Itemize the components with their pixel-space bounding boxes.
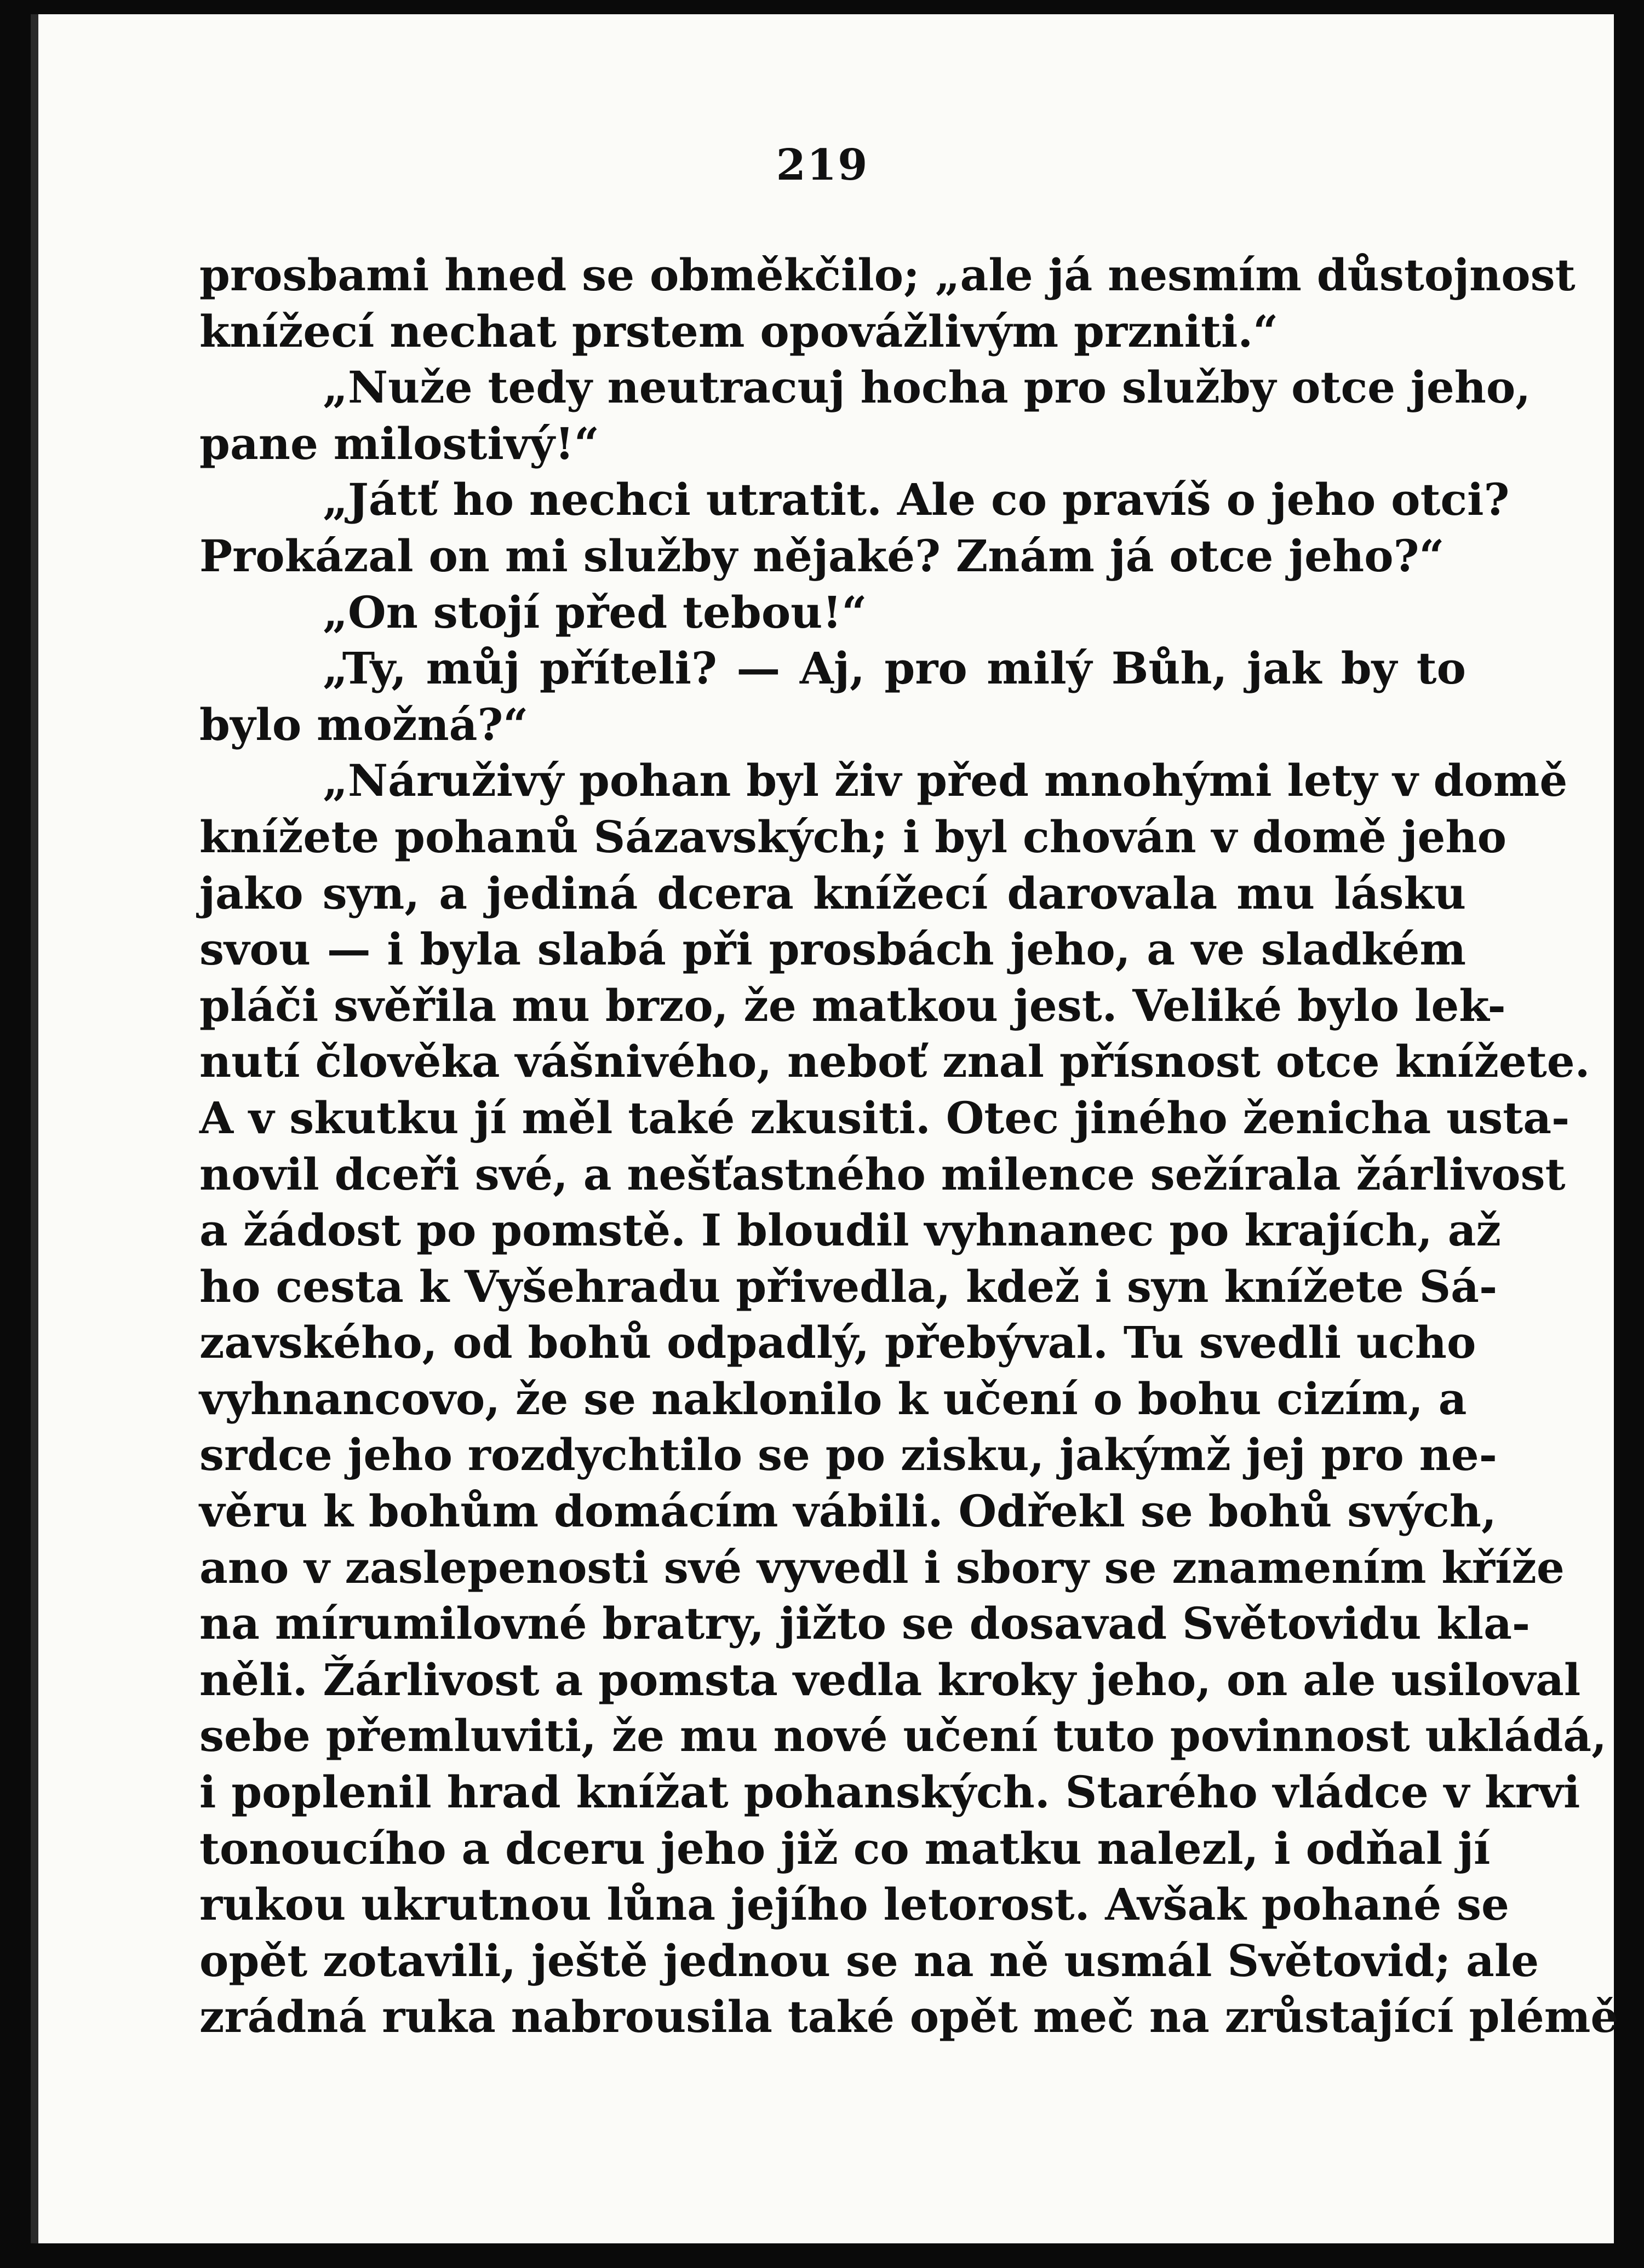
text-line: rukou ukrutnou lůna jejího letorost. Avšak pohané se bbox=[199, 1879, 1509, 1931]
text-line: ho cesta k Vyšehradu přivedla, kdež i syn knížete Sá- bbox=[199, 1260, 1498, 1312]
text-line: „Náruživý pohan byl živ před mnohými lety v domě bbox=[323, 755, 1568, 807]
text-line: srdce jeho rozdychtilo se po zisku, jakýmž jej pro ne- bbox=[199, 1429, 1497, 1481]
text-line: a žádost po pomstě. I bloudil vyhnanec po krajích, až bbox=[199, 1204, 1501, 1256]
text-line: i poplenil hrad knížat pohanských. Starého vládce v krvi bbox=[199, 1766, 1580, 1818]
text-line: „Játť ho nechci utratit. Ale co pravíš o jeho otci? bbox=[323, 474, 1510, 526]
text-line: novil dceři své, a nešťastného milence sežírala žárlivost bbox=[199, 1148, 1566, 1200]
text-line: na mírumilovné bratry, jižto se dosavad Světovidu kla- bbox=[199, 1598, 1531, 1650]
page-edge-shadow bbox=[31, 14, 38, 2243]
text-line: „Nuže tedy neutracuj hocha pro služby otce jeho, bbox=[323, 361, 1531, 414]
text-line: A v skutku jí měl také zkusiti. Otec jiného ženicha usta- bbox=[199, 1092, 1570, 1144]
text-line: „On stojí před tebou!“ bbox=[323, 586, 867, 638]
text-line: ano v zaslepenosti své vyvedl i sbory se znamením kříže bbox=[199, 1541, 1565, 1593]
text-line: pláči svěřila mu brzo, že matkou jest. Veliké bylo lek- bbox=[199, 979, 1506, 1031]
text-line: věru k bohům domácím vábili. Odřekl se bohů svých, bbox=[199, 1485, 1497, 1537]
text-line: knížecí nechat prstem opovážlivým przniti.“ bbox=[199, 305, 1279, 357]
text-line: zavského, od bohů odpadlý, přebýval. Tu svedli ucho bbox=[199, 1317, 1476, 1369]
text-line: jako syn, a jediná dcera knížecí darovala mu lásku bbox=[199, 867, 1466, 919]
text-line: sebe přemluviti, že mu nové učení tuto povinnost ukládá, bbox=[199, 1710, 1607, 1762]
text-line: prosbami hned se obměkčilo; „ale já nesmím důstojnost bbox=[199, 249, 1576, 301]
text-line: bylo možná?“ bbox=[199, 698, 529, 750]
page-number: 219 bbox=[776, 140, 869, 190]
text-line: zrádná ruka nabrousila také opět meč na zrůstající plémě bbox=[199, 1991, 1619, 2043]
text-line: tonoucího a dceru jeho již co matku nalezl, i odňal jí bbox=[199, 1822, 1491, 1874]
text-line: knížete pohanů Sázavských; i byl chován v domě jeho bbox=[199, 811, 1506, 863]
text-line: Prokázal on mi služby nějaké? Znám já otce jeho?“ bbox=[199, 530, 1445, 582]
text-line: opět zotavili, ještě jednou se na ně usmál Světovid; ale bbox=[199, 1934, 1539, 1986]
body-text bbox=[199, 247, 1619, 2045]
text-line: pane milostivý!“ bbox=[199, 417, 599, 469]
text-line: vyhnancovo, že se naklonilo k učení o bohu cizím, a bbox=[199, 1373, 1467, 1425]
text-line: „Ty, můj příteli? — Aj, pro milý Bůh, jak by to bbox=[323, 642, 1466, 694]
text-line: svou — i byla slabá při prosbách jeho, a ve sladkém bbox=[199, 923, 1466, 975]
text-line: nutí člověka vášnivého, neboť znal přísnost otce knížete. bbox=[199, 1036, 1590, 1088]
book-page bbox=[31, 14, 1619, 2243]
text-line: něli. Žárlivost a pomsta vedla kroky jeho, on ale usiloval bbox=[199, 1653, 1581, 1706]
